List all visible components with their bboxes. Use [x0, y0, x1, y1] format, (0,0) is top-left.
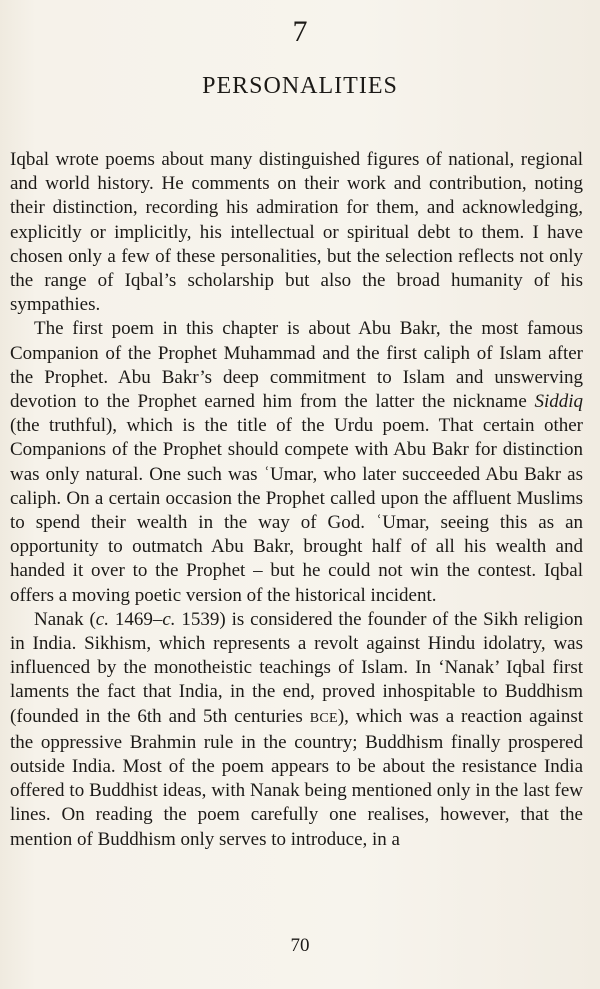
chapter-number: 7	[292, 15, 308, 48]
paragraph-nanak	[10, 608, 583, 852]
italic-term: c.	[162, 608, 176, 630]
text-run: 1539) is considered the founder of the Sikh religion in India. Sikhism, which represents a revolt against Hindu idolatry, was influenced by the monotheistic teachings of Islam. In ‘Nanak’ Iqbal first laments the fact that India, in the end, proved inhospitable to Buddhism (founded in the 6th and 5th centuries	[10, 608, 583, 727]
small-caps-era: BCE	[309, 710, 338, 726]
italic-term: Siddiq	[534, 391, 583, 413]
text-run: ), which was a reaction against the oppressive Brahmin rule in the country; Buddhism finally prospered outside India. Most of the poem appears to be about the resistance India offered to Buddhist ideas, with Nanak being mentioned only in the last few lines. On reading the poem carefully one realises, however, that the mention of Buddhism only serves to introduce, in a	[10, 705, 583, 850]
page-number: 70	[290, 935, 310, 956]
text-run: Nanak (	[34, 608, 96, 630]
italic-term: c.	[95, 608, 109, 630]
paragraph-abu-bakr	[10, 317, 583, 607]
text-run: The first poem in this chapter is about Abu Bakr, the most famous Companion of the Prophet Muhammad and the first caliph of Islam after the Prophet. Abu Bakr’s deep commitment to Islam and unswerving devotion to the Prophet earned him from the latter the nickname	[10, 318, 583, 413]
body-text	[10, 148, 583, 852]
chapter-title: PERSONALITIES	[202, 73, 398, 99]
text-run: (the truthful), which is the title of the Urdu poem. That certain other Companions of the Prophet should compete with Abu Bakr for distinction was only natural. One such was ʿUmar, who later succeeded Abu Bakr as caliph. On a certain occasion the Prophet called upon the affluent Muslims to spend their wealth in the way of God. ʿUmar, seeing this as an opportunity to outmatch Abu Bakr, brought half of all his wealth and handed it over to the Prophet – but he could not win the contest. Iqbal offers a moving poetic version of the historical incident.	[10, 415, 583, 606]
paragraph-intro: Iqbal wrote poems about many distinguished figures of national, regional and world history. He comments on their work and contribution, noting their distinction, recording his admiration for them, and acknowledging, explicitly or implicitly, his intellectual or spiritual debt to them. I have chosen only a few of these personalities, but the selection reflects not only the range of Iqbal’s scholarship but also the broad humanity of his sympathies.	[10, 149, 583, 316]
text-run: 1469–	[108, 608, 163, 630]
